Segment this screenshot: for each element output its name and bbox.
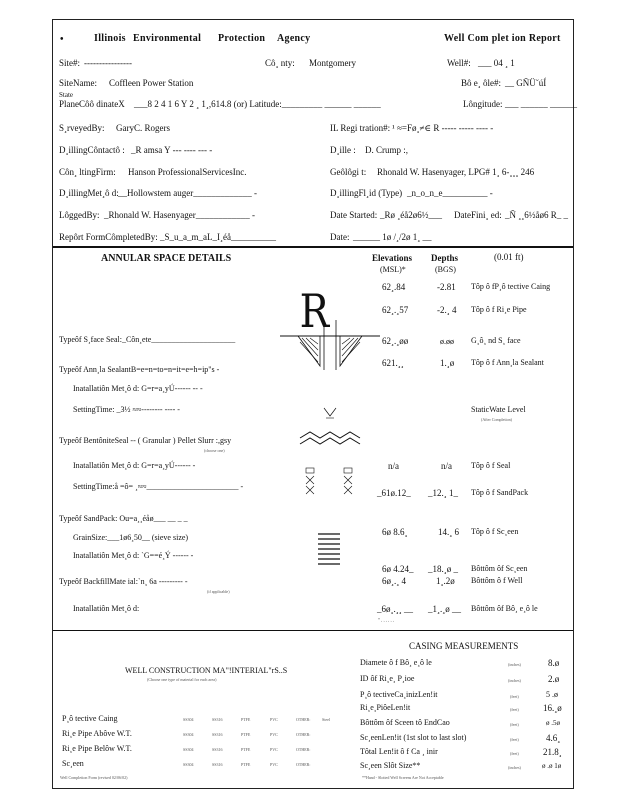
depth-value: ø.øø	[440, 337, 454, 346]
site-no-label: Site#:	[59, 58, 81, 68]
site-no-value[interactable]: ----------------	[84, 58, 132, 68]
casing-row-label: Sc¸een Slôt Size**	[360, 761, 421, 770]
casing-row-label: Diamete ô f Bô¸ e¸ô le	[360, 658, 432, 667]
casing-row-unit: (feet)	[510, 722, 519, 727]
site-name-value[interactable]: Coffleen Power Station	[109, 78, 194, 88]
casing-row-value[interactable]: 21.8¸	[543, 747, 562, 757]
depth-value: _18.¸ø _	[428, 564, 458, 574]
material-option[interactable]: SS304	[183, 732, 194, 737]
surface-seal-field[interactable]: Typeôf S¸face Seal:_Côn¸ete_____________________	[59, 335, 236, 344]
material-row-label: Sc¸een	[62, 759, 84, 768]
elev-desc: Tôp ô f SandPack	[471, 488, 529, 497]
material-option[interactable]: PTFE	[241, 747, 251, 752]
form-revision-footer: Well Completion Form (revised 02/06/02)	[60, 775, 128, 780]
elev-value: 62¸.¸øø	[382, 336, 409, 346]
logged-by-value[interactable]: _Rhonald W. Hasenyager____________ -	[104, 210, 255, 220]
drilling-methods-value[interactable]: __Hollowstem auger_____________ -	[118, 188, 257, 198]
date-started-value[interactable]: _Rø ¸éå2ø6½___	[380, 210, 442, 220]
annular-sealant-field[interactable]: Typeôf Ann¸la SealantB=e=n=to=n=it=e=h=ip"s -	[59, 365, 220, 374]
depths-subheader: (BGS)	[435, 265, 456, 274]
setting-time-field[interactable]: SettingTime:å =ô= ¸≈≈_______________________ -	[73, 482, 244, 491]
grain-size-field[interactable]: GrainSize:___1ø6¸50__ (sieve size)	[73, 533, 189, 542]
install-method-field[interactable]: Inatallatiôn Met¸ô d: G=r=a¸yÚ------ -- -	[73, 384, 203, 393]
install-method-field[interactable]: Inatallatiôn Met¸ô d:	[73, 604, 140, 613]
geologist-label: Geôlôgi t:	[330, 167, 367, 177]
driller-value[interactable]: D. Crump :,	[365, 145, 409, 155]
date-finished-label: DateFini¸ ed:	[454, 210, 502, 220]
depth-value: -2.81	[437, 282, 456, 292]
bentonite-seal-field[interactable]: Typeôf BentôniteSeal -- ( Granular ) Pellet Slurr :,gsy	[59, 436, 232, 445]
casing-row-unit: (feet)	[510, 751, 519, 756]
elev-value: 6ø 8.6¸	[382, 527, 408, 537]
materials-title: WELL CONSTRUCTION MA"!INTERIAL"rS..S	[125, 666, 288, 675]
bentonite-seal-sub: (choose one)	[204, 448, 225, 453]
material-option[interactable]: SS304	[183, 762, 194, 767]
drilling-contractor-label: D¸illingCôntactô :	[59, 145, 125, 155]
depth-value: n/a	[441, 461, 452, 471]
agency-word-4: Agency	[277, 33, 311, 44]
depth-value: 14.¸ 6	[438, 527, 459, 537]
static-water-sub: (After Completion)	[481, 417, 512, 422]
well-no-label: Well#:	[447, 58, 471, 68]
casing-row-value[interactable]: 5 .ø	[546, 690, 558, 699]
depth-value: _1¸.¸ø __	[428, 604, 461, 614]
casing-row-unit: (feet)	[510, 707, 519, 712]
section-divider	[53, 246, 573, 248]
casing-row-value[interactable]: ø .5ø	[546, 719, 560, 727]
elev-desc: Tôp ô fP¸ô tective Caing	[471, 282, 551, 291]
elevations-header: Elevations	[372, 253, 413, 263]
material-option[interactable]: SS316	[212, 717, 223, 722]
agency-word-1: Illinois	[94, 33, 126, 44]
elev-desc: Bôttôm ôf Sc¸een	[471, 564, 528, 573]
il-registration-value[interactable]: ¹ ≈=Fø¸≠∈ R ----- ----- ---- -	[392, 123, 494, 133]
backfill-sub: (if applicable)	[207, 589, 230, 594]
casing-row-unit: (feet)	[510, 737, 519, 742]
section-divider	[53, 630, 573, 631]
longitude-label: Lôngitude:	[463, 99, 503, 109]
casing-row-unit: (inches)	[508, 662, 521, 667]
report-completed-value[interactable]: _S_u_a_m_aL_I¸éå__________	[160, 232, 276, 242]
static-water-level: StaticWate Level	[471, 405, 526, 414]
materials-subtitle: (Choose one type of material for each area)	[147, 677, 217, 682]
well-no-value[interactable]: ___ 04 ¸ 1	[478, 58, 515, 68]
material-option[interactable]: SS304	[183, 717, 194, 722]
material-option[interactable]: OTHER:	[296, 762, 311, 767]
backfill-field[interactable]: Typeôf BackfillMate ial:`n¸ 6a --------- -	[59, 577, 188, 586]
depth-value: _12.¸ 1_	[428, 488, 458, 498]
material-option[interactable]: PTFE	[241, 762, 251, 767]
material-row-label: P¸ô tective Caing	[62, 714, 118, 723]
elev-footnote: * ¸ ¸ ¸ ¸ ¸ ¸	[378, 617, 394, 622]
depth-value: 1.¸ø	[440, 358, 455, 368]
elev-value: 621.¸¸	[382, 358, 404, 368]
casing-row-label: Tôtal Len!it ô f Ca ¸ inir	[360, 747, 438, 756]
geologist-value[interactable]: Rhonald W. Hasenyager, LPG# 1¸ 6-¸¸¸ 246	[377, 167, 535, 177]
material-option[interactable]: PVC	[270, 732, 278, 737]
elev-value: _6ø¸.¸¸ __	[377, 604, 413, 614]
material-option[interactable]: SS316	[212, 762, 223, 767]
casing-row-unit: (inches)	[508, 765, 521, 770]
casing-row-label: Bôttôm ôf Sceen tô EndCao	[360, 718, 450, 727]
drilling-methods-label: D¸illingMet¸ô d:	[59, 188, 119, 198]
report-completed-label: Repôrt FormCômpletedBy:	[59, 232, 158, 242]
drilling-contractor-value[interactable]: _R amsa Y --- ---- --- -	[131, 145, 213, 155]
elev-desc: Bôttôm ô f Well	[471, 576, 523, 585]
casing-row-unit: (inches)	[508, 678, 521, 683]
agency-word-3: Protection	[218, 33, 266, 44]
elev-desc: G¸ô¸ nd S¸ face	[471, 336, 521, 345]
material-row-label: Ri¸e Pipe Abôve W.T.	[62, 729, 132, 738]
il-registration-label: IL Regi tration#:	[330, 123, 391, 133]
county-label: Cô¸ nty:	[265, 58, 295, 68]
elev-desc: Tôp ô f Seal	[471, 461, 511, 470]
elev-value: n/a	[388, 461, 399, 471]
elev-desc: Tôp ô f Sc¸een	[471, 527, 519, 536]
driller-label: D¸ille :	[330, 145, 356, 155]
casing-footnote: **Hand - Slotted Well Screens Are Not Acceptable	[362, 775, 444, 780]
annular-title: ANNULAR SPACE DETAILS	[101, 253, 232, 264]
surveyed-by-value[interactable]: GaryC. Rogers	[116, 123, 170, 133]
elev-desc: Tôp ô f Ann¸la Sealant	[471, 358, 544, 367]
report-title: Well Com plet ion Report	[444, 33, 561, 44]
material-option[interactable]: Steel	[322, 717, 330, 722]
material-option[interactable]: OTHER:	[296, 747, 311, 752]
state-plane-label: PlaneCôô dinateX	[59, 99, 125, 109]
elev-value: 62¸.84	[382, 282, 406, 292]
county-value[interactable]: Montgomery	[309, 58, 356, 68]
site-name-label: SiteName:	[59, 78, 97, 88]
consulting-firm-value[interactable]: Hanson ProfessionalServicesInc.	[128, 167, 247, 177]
elevations-subheader: (MSL)*	[380, 265, 406, 274]
casing-row-value[interactable]: 16.¸ø	[543, 703, 562, 713]
casing-row-label: Ri¸e¸PiôeLen!it	[360, 703, 411, 712]
date-started-label: Date Started:	[330, 210, 378, 220]
agency-word-2: Environmental	[133, 33, 202, 44]
well-cross-section	[280, 320, 380, 590]
report-date-value[interactable]: ______ 1ø /¸/2ø 1¸ __	[353, 232, 432, 242]
material-option[interactable]: SS304	[183, 747, 194, 752]
state-plane-value[interactable]: ___8 2 4 1 6 Y 2 ¸ 1¸,614.8 (or) Latitude:_________ ______ ______	[134, 99, 381, 109]
casing-row-label: ID ôf Ri¸e¸ P¸ioe	[360, 674, 415, 683]
casing-title: CASING MEASUREMENTS	[409, 641, 519, 651]
units-header: (0.01 ft)	[494, 252, 524, 262]
logged-by-label: LôggedBy:	[59, 210, 100, 220]
sand-pack-field[interactable]: Typeôf SandPack: Ou=a¸¸éåø___ __ _ _	[59, 514, 188, 523]
casing-row-value[interactable]: ø .ø 1ø	[542, 762, 562, 770]
elev-value: 6ø 4.24_	[382, 564, 414, 574]
longitude-value[interactable]: ___ ______ ______	[505, 99, 577, 109]
borehole-no-value[interactable]: __ GÑÜ˘úÍ	[505, 78, 547, 88]
material-row-label: Ri¸e Pipe Belôw W.T.	[62, 744, 132, 753]
casing-row-label: Sc¸eenLen!it (1st slot to last slot)	[360, 733, 467, 742]
setting-time-field[interactable]: SettingTime: _3½ ≈≈-------- ---- -	[73, 405, 180, 414]
state-plane-label-top: State	[59, 91, 73, 99]
casing-row-label: P¸ô tectiveCa¸inizLen!it	[360, 690, 438, 699]
depth-value: 1¸.2ø	[436, 576, 455, 586]
material-option[interactable]: PVC	[270, 717, 278, 722]
header-bullet: •	[60, 34, 64, 45]
install-method-field[interactable]: Inatallatiôn Met¸ô d: G=r=a¸yÚ------ -	[73, 461, 196, 470]
depths-header: Depths	[431, 253, 459, 263]
consulting-firm-label: Côn¸ ltingFirm:	[59, 167, 116, 177]
install-method-field[interactable]: Inatallatiôn Met¸ô d: `G==é¸Ý ------ -	[73, 551, 194, 560]
drilling-fluid-label: D¸illingFl¸id (Type)	[330, 188, 403, 198]
borehole-no-label: Bô e¸ ôle#:	[461, 78, 501, 88]
casing-row-unit: (feet)	[510, 694, 519, 699]
material-option[interactable]: OTHER:	[296, 732, 311, 737]
material-option[interactable]: PTFE	[241, 732, 251, 737]
casing-row-value[interactable]: 4.6¸	[546, 733, 561, 743]
material-option[interactable]: PVC	[270, 747, 278, 752]
depth-value: -2.¸ 4	[437, 305, 457, 315]
material-option[interactable]: SS316	[212, 747, 223, 752]
elev-desc: Tôp ô f Ri¸e Pipe	[471, 305, 527, 314]
casing-row-value[interactable]: 8.ø	[548, 658, 560, 668]
material-option[interactable]: OTHER:	[296, 717, 311, 722]
material-option[interactable]: PVC	[270, 762, 278, 767]
surveyed-by-label: S¸rveyedBy:	[59, 123, 105, 133]
diagram-big-letter: R	[299, 284, 330, 338]
material-option[interactable]: SS316	[212, 732, 223, 737]
report-date-label: Date:	[330, 232, 350, 242]
date-finished-value[interactable]: _Ñ ¸¸6½åø6 R_ _	[505, 210, 568, 220]
casing-row-value[interactable]: 2.ø	[548, 674, 560, 684]
elev-value: 6ø¸.¸ 4	[382, 576, 406, 586]
elev-desc: Bôttôm ôf Bô¸ e¸ô le	[471, 604, 538, 613]
drilling-fluid-value[interactable]: _n_o_n_e__________ -	[407, 188, 493, 198]
elev-value: 62¸.¸57	[382, 305, 409, 315]
elev-value: _61ø.12_	[377, 488, 411, 498]
material-option[interactable]: PTFE	[241, 717, 251, 722]
